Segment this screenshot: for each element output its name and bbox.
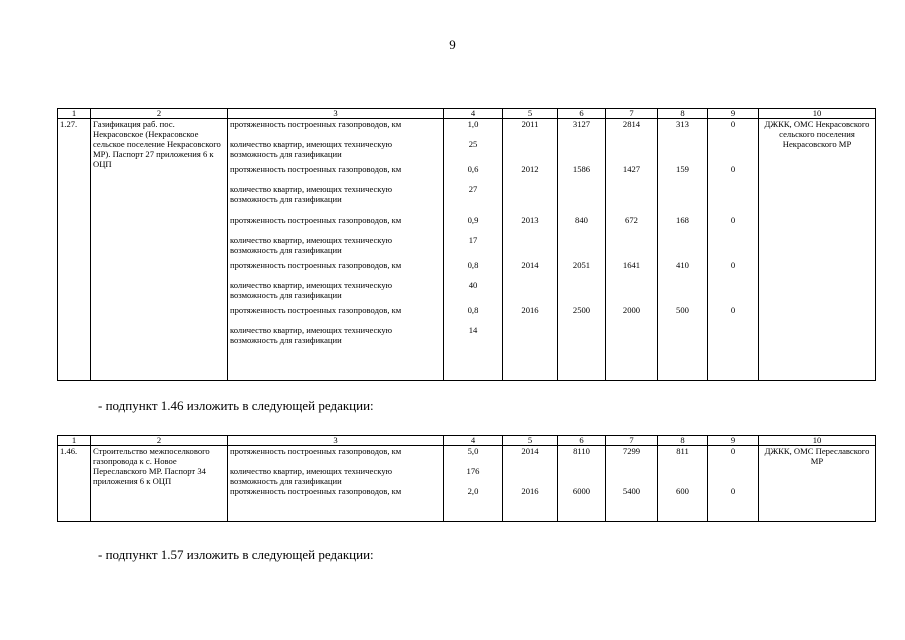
value-cell: 0,8 [467, 260, 479, 270]
paragraph-1-46: - подпункт 1.46 изложить в следующей редакции: [98, 398, 374, 413]
c6-cell [560, 139, 603, 159]
c6-cell: 6000 [572, 486, 591, 496]
header-cell: 8 [658, 436, 708, 446]
row-spacer [560, 204, 603, 215]
year-cell [505, 184, 555, 204]
c7-cell: 672 [625, 215, 638, 225]
page-number: 9 [449, 37, 456, 52]
year-column [505, 119, 555, 345]
c9-cell [710, 325, 756, 345]
header-cell: 9 [708, 436, 759, 446]
year-cell [505, 325, 555, 345]
c6-cell [560, 235, 603, 255]
row-spacer [660, 204, 705, 215]
c7-cell [608, 235, 655, 255]
col7-column [608, 119, 655, 345]
c6-cell [560, 184, 603, 204]
col9-column [710, 446, 756, 506]
c9-cell [710, 184, 756, 204]
c9-cell: 0 [730, 215, 736, 225]
col6-column [560, 446, 603, 506]
c9-cell [710, 466, 756, 486]
c6-cell: 2500 [572, 305, 591, 315]
c7-cell [608, 139, 655, 159]
c7-cell: 5400 [622, 486, 641, 496]
year-cell: 2014 [521, 446, 539, 456]
c8-cell [660, 139, 705, 159]
col7-column [608, 446, 655, 506]
year-cell [505, 235, 555, 255]
indicator-cell: количество квартир, имеющих техническую возможность для газификации [230, 325, 393, 345]
value-cell: 17 [468, 235, 478, 245]
indicator-cell: протяженность построенных газопроводов, км [230, 260, 402, 270]
value-cell: 0,6 [467, 164, 479, 174]
row-spacer [505, 204, 555, 215]
value-column [446, 119, 500, 345]
item-name: Строительство межпоселкового газопровода к с. Новое Переславского МР. Паспорт 34 приложения 6 к ОЦП [91, 446, 228, 522]
col9-column [710, 119, 756, 345]
c9-cell: 0 [730, 260, 736, 270]
c6-cell: 2051 [572, 260, 591, 270]
c8-cell: 811 [676, 446, 689, 456]
table-row [58, 446, 876, 522]
c9-cell: 0 [730, 446, 736, 456]
c8-cell [660, 325, 705, 345]
header-cell: 2 [91, 109, 228, 119]
c9-cell [710, 235, 756, 255]
c8-cell [660, 235, 705, 255]
table-1-46 [57, 435, 876, 522]
header-cell: 8 [658, 109, 708, 119]
c8-cell [660, 466, 705, 486]
indicator-cell: количество квартир, имеющих техническую возможность для газификации [230, 280, 393, 300]
value-cell: 1,0 [467, 119, 479, 129]
c7-cell [608, 325, 655, 345]
value-cell: 0,8 [467, 305, 479, 315]
item-name: Газификация раб. пос. Некрасовское (Некрасовское сельское поселение Некрасовского МР). Паспорт 27 приложения 6 к ОЦП [91, 119, 228, 381]
c6-cell [560, 325, 603, 345]
c9-cell: 0 [730, 164, 736, 174]
c7-cell [608, 184, 655, 204]
c7-cell [608, 466, 655, 486]
year-cell [505, 139, 555, 159]
c6-cell: 8110 [573, 446, 590, 456]
col6-column [560, 119, 603, 345]
indicator-cell: протяженность построенных газопроводов, км [230, 486, 402, 496]
c8-cell: 600 [676, 486, 689, 496]
year-cell [505, 280, 555, 300]
header-cell: 7 [606, 109, 658, 119]
c7-cell: 7299 [622, 446, 641, 456]
header-cell: 6 [558, 436, 606, 446]
c8-cell: 313 [676, 119, 689, 129]
c9-cell: 0 [730, 486, 736, 496]
header-cell: 2 [91, 436, 228, 446]
value-cell: 2,0 [467, 486, 479, 496]
indicator-cell: протяженность построенных газопроводов, км [230, 446, 402, 456]
c9-cell: 0 [730, 305, 736, 315]
c6-cell [560, 466, 603, 486]
col8-column [660, 119, 705, 345]
header-cell: 1 [58, 109, 91, 119]
year-cell [505, 466, 555, 486]
year-cell: 2013 [521, 215, 539, 225]
c6-cell [560, 280, 603, 300]
header-cell: 5 [503, 109, 558, 119]
row-spacer [710, 204, 756, 215]
year-cell: 2016 [521, 486, 539, 496]
c8-cell: 500 [676, 305, 689, 315]
value-cell: 0,9 [467, 215, 479, 225]
header-cell: 10 [759, 436, 876, 446]
c7-cell: 2000 [622, 305, 641, 315]
header-cell: 1 [58, 436, 91, 446]
value-cell: 5,0 [467, 446, 479, 456]
indicator-cell: протяженность построенных газопроводов, км [230, 119, 402, 129]
table-header-row [58, 109, 876, 119]
year-cell: 2012 [521, 164, 539, 174]
c9-cell [710, 280, 756, 300]
indicator-cell: протяженность построенных газопроводов, км [230, 305, 402, 315]
c6-cell: 840 [575, 215, 588, 225]
value-cell: 14 [468, 325, 478, 335]
value-cell: 176 [466, 466, 480, 476]
row-spacer [230, 204, 441, 215]
c8-cell [660, 280, 705, 300]
executor: ДЖКК, ОМС Некрасовского сельского поселения Некрасовского МР [759, 119, 876, 381]
year-cell: 2014 [521, 260, 539, 270]
value-column [446, 446, 500, 506]
value-cell: 25 [468, 139, 478, 149]
indicator-cell: количество квартир, имеющих техническую возможность для газификации [230, 139, 393, 159]
c8-cell: 168 [676, 215, 689, 225]
indicator-column [230, 119, 441, 345]
header-cell: 6 [558, 109, 606, 119]
c7-cell [608, 280, 655, 300]
item-number: 1.46. [58, 446, 91, 522]
header-cell: 5 [503, 436, 558, 446]
c6-cell: 3127 [572, 119, 591, 129]
c7-cell: 1427 [622, 164, 641, 174]
header-cell: 10 [759, 109, 876, 119]
indicator-column [230, 446, 441, 506]
indicator-cell: количество квартир, имеющих техническую возможность для газификации [230, 466, 393, 486]
indicator-cell: протяженность построенных газопроводов, км [230, 164, 402, 174]
header-cell: 9 [708, 109, 759, 119]
c7-cell: 1641 [622, 260, 641, 270]
value-cell: 27 [468, 184, 478, 194]
header-cell: 7 [606, 436, 658, 446]
header-cell: 3 [228, 109, 444, 119]
indicator-cell: протяженность построенных газопроводов, км [230, 215, 402, 225]
table-row [58, 119, 876, 381]
c6-cell: 1586 [572, 164, 591, 174]
header-cell: 4 [444, 436, 503, 446]
value-cell: 40 [468, 280, 478, 290]
c9-cell [710, 139, 756, 159]
row-spacer [446, 204, 500, 215]
table-header-row [58, 436, 876, 446]
paragraph-1-57: - подпункт 1.57 изложить в следующей редакции: [98, 547, 374, 562]
indicator-cell: количество квартир, имеющих техническую возможность для газификации [230, 235, 393, 255]
header-cell: 3 [228, 436, 444, 446]
c9-cell: 0 [730, 119, 736, 129]
executor: ДЖКК, ОМС Переславского МР [759, 446, 876, 522]
indicator-cell: количество квартир, имеющих техническую возможность для газификации [230, 184, 393, 204]
year-cell: 2011 [521, 119, 539, 129]
year-column [505, 446, 555, 506]
c8-cell: 159 [676, 164, 689, 174]
year-cell: 2016 [521, 305, 539, 315]
c8-cell [660, 184, 705, 204]
item-number: 1.27. [58, 119, 91, 381]
c8-cell: 410 [676, 260, 689, 270]
table-1-27 [57, 108, 876, 381]
c7-cell: 2814 [622, 119, 641, 129]
col8-column [660, 446, 705, 506]
row-spacer [608, 204, 655, 215]
header-cell: 4 [444, 109, 503, 119]
